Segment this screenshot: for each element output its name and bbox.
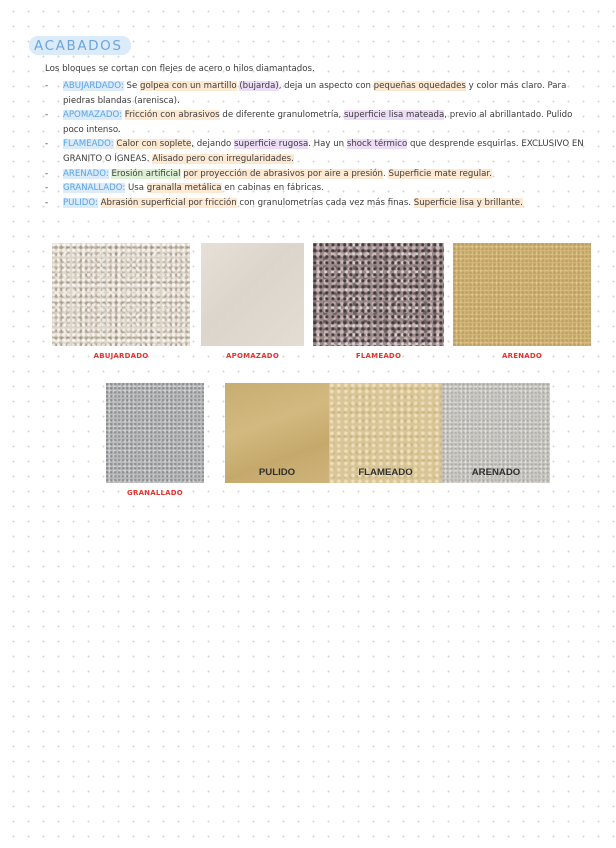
caption-flameado: FLAMEADO — [355, 352, 402, 360]
description-text: , previo al abrillantado. Pulido poco intenso. — [63, 110, 573, 135]
description-text: . Hay un — [308, 139, 347, 150]
list-bullet: - — [45, 110, 49, 121]
photo-abujardado — [52, 243, 190, 346]
description-text: Usa — [125, 183, 147, 194]
highlighted-text: Superficie lisa y brillante. — [413, 197, 523, 208]
finish-term: FLAMEADO: — [63, 139, 114, 150]
highlighted-text: superficie rugosa — [234, 139, 309, 150]
finish-term: PULIDO: — [63, 197, 98, 208]
caption-arenado: ARENADO — [501, 352, 543, 360]
finish-list — [45, 79, 590, 210]
highlighted-text: golpea con un martillo — [140, 81, 237, 91]
label-flameado: FLAMEADO — [358, 467, 413, 478]
description-text: , dejando — [191, 139, 235, 150]
caption-abujardado: ABUJARDADO — [93, 352, 149, 360]
photo-pulido — [225, 383, 329, 483]
highlighted-text: pequeñas oquedades — [373, 81, 466, 91]
photo-arenado-grey — [442, 383, 550, 483]
description-text: , deja un aspecto con — [278, 81, 374, 91]
description-text: en cabinas en fábricas. — [221, 183, 324, 194]
finish-term: ABUJARDADO: — [63, 81, 124, 91]
label-arenado: ARENADO — [471, 467, 521, 478]
description-text: que desprende esquirlas. EXCLUSIVO EN GRANITO O ÍGNEAS. — [63, 139, 584, 164]
highlighted-text: Fricción con abrasivos — [124, 110, 220, 121]
list-bullet: - — [45, 197, 49, 208]
photo-granallado — [106, 383, 204, 483]
photo-arenado — [453, 243, 591, 346]
highlighted-text: Erosión artificial — [111, 168, 181, 179]
intro-text: Los bloques se cortan con flejes de acero o hilos diamantados. — [45, 64, 315, 74]
section-title: ACABADOS — [29, 36, 131, 55]
highlighted-text: shock térmico — [346, 139, 408, 150]
caption-granallado: GRANALLADO — [127, 489, 183, 497]
caption-apomazado: APOMAZADO — [226, 352, 279, 360]
finish-item — [45, 181, 590, 196]
highlighted-text: Abrasión superficial por fricción — [100, 197, 237, 208]
finish-item — [45, 137, 590, 166]
photo-apomazado — [201, 243, 304, 346]
finish-item — [45, 167, 590, 182]
label-pulido: PULIDO — [258, 467, 296, 478]
highlighted-text: Alisado pero con irregularidades. — [152, 153, 294, 164]
list-bullet: - — [45, 168, 49, 179]
description-text: de diferente granulometría, — [219, 110, 344, 121]
highlighted-text: Superficie mate regular. — [388, 168, 492, 179]
finish-term: GRANALLADO: — [63, 183, 126, 194]
highlighted-text: superficie lisa mateada — [343, 110, 445, 121]
finish-term: ARENADO: — [63, 168, 109, 179]
photo-flameado-sandstone — [329, 383, 442, 483]
finish-item — [45, 196, 590, 211]
photo-flameado-granite — [313, 243, 444, 346]
highlighted-text: Calor con soplete — [116, 139, 192, 150]
highlighted-text: (bujarda) — [239, 81, 279, 91]
description-text: . — [383, 168, 389, 179]
highlighted-text: por proyección de abrasivos por aire a presión — [183, 168, 384, 179]
finish-term: APOMAZADO: — [63, 110, 123, 121]
list-bullet: - — [45, 81, 49, 91]
list-bullet: - — [45, 183, 49, 194]
highlighted-text: granalla metálica — [146, 183, 222, 194]
description-text: Se — [123, 81, 140, 91]
finish-item — [45, 79, 590, 108]
description-text: y color más claro. Para piedras blandas (arenisca). — [63, 81, 567, 106]
list-bullet: - — [45, 139, 49, 150]
finish-item — [45, 108, 590, 137]
description-text: con granulometrías cada vez más finas. — [236, 197, 414, 208]
